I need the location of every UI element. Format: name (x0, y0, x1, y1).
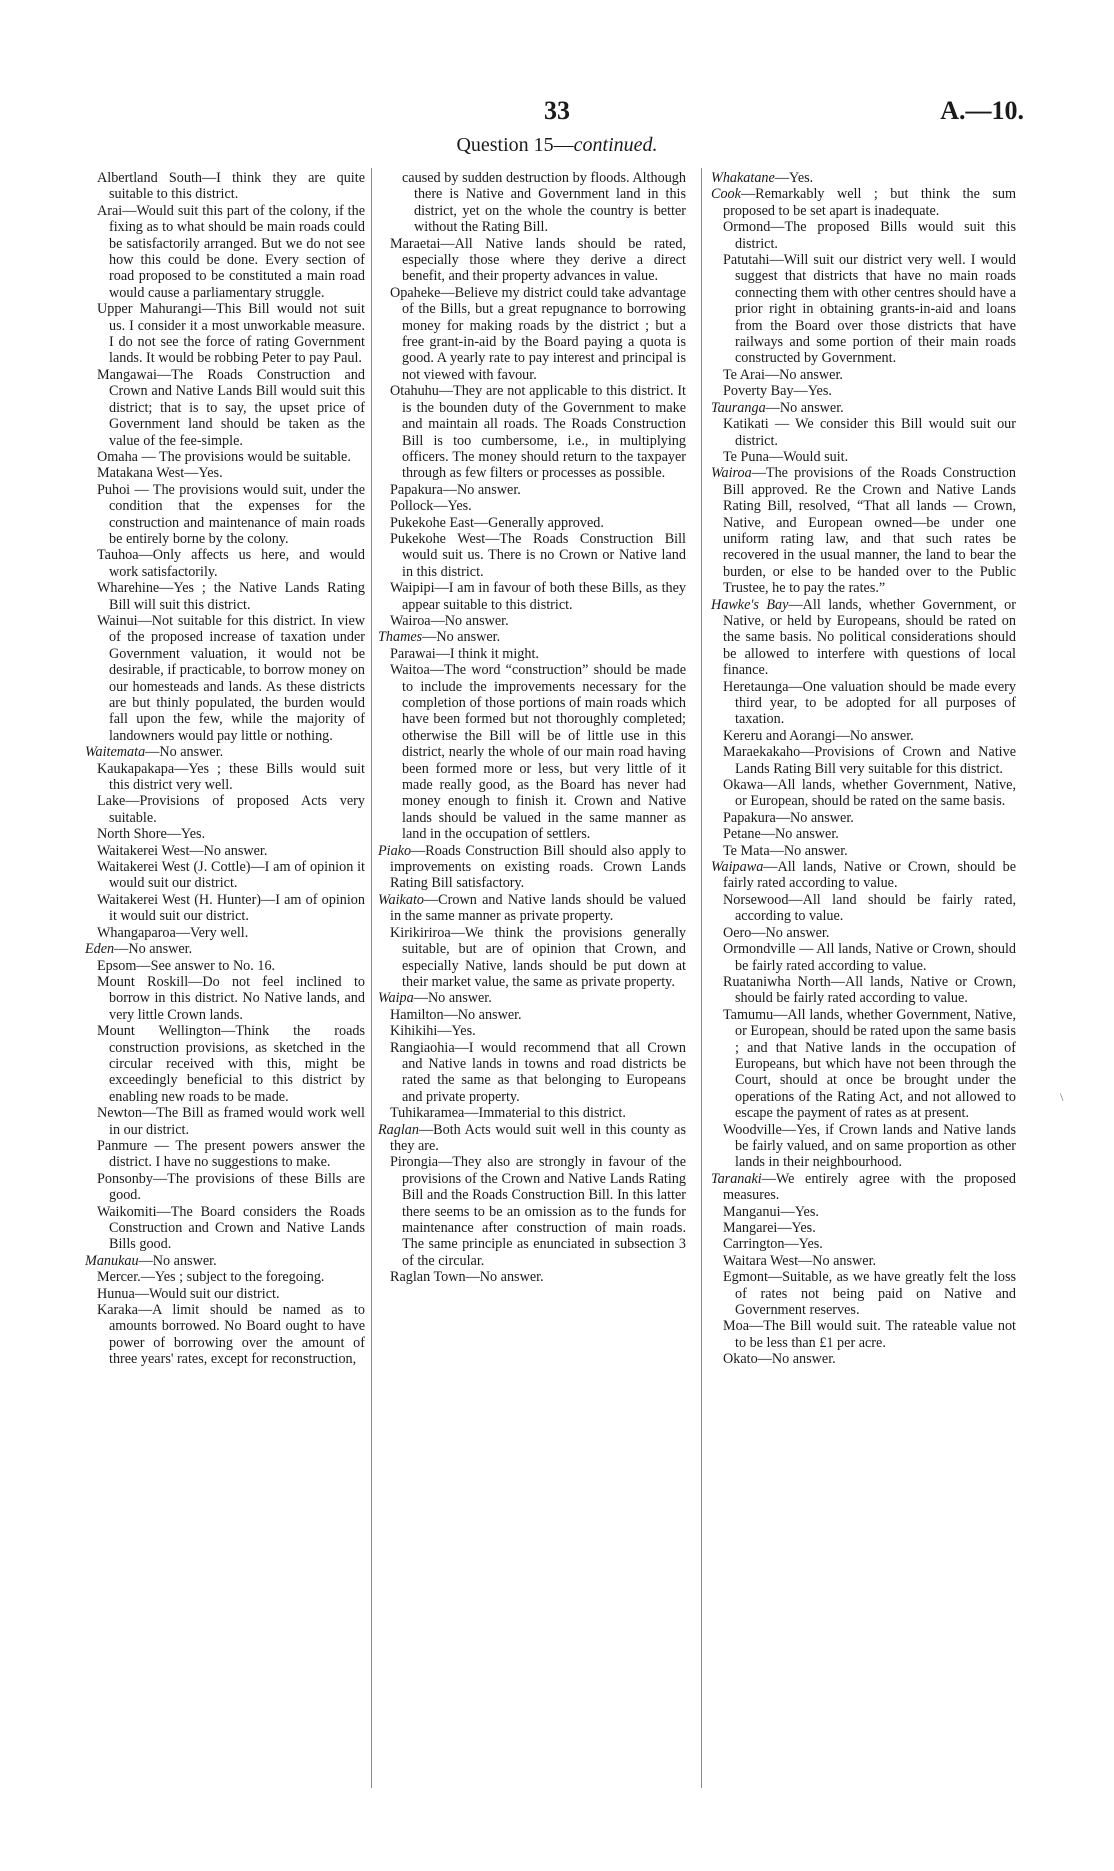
response-entry (85, 793, 365, 826)
column-divider (701, 168, 702, 1788)
response-entry (378, 531, 686, 580)
response-text: Norsewood—All land should be fairly rated, according to value. (723, 891, 1016, 925)
response-text: Otahuhu—They are not applicable to this district. It is the bounden duty of the Government to make and maintain all roads. The Roads Construction Bill is too cumbersome, i.e., in multiplying officers. The money should return to the taxpayer through as few filters or processes as possible. (390, 383, 686, 482)
response-entry (378, 1023, 686, 1039)
response-entry (711, 974, 1016, 1007)
response-entry (378, 925, 686, 991)
response-entry (711, 400, 1016, 416)
district-name: Piako (378, 842, 412, 859)
response-text: Hunua—Would suit our district. (97, 1285, 280, 1302)
district-name: Tauranga (711, 399, 766, 416)
response-text: Pukekohe East—Generally approved. (390, 514, 604, 531)
response-text: Pukekohe West—The Roads Construction Bill would suit us. There is no Crown or Native land in this district. (390, 530, 686, 580)
response-entry (711, 597, 1016, 679)
response-text: Poverty Bay—Yes. (723, 383, 832, 400)
response-text: Mercer.—Yes ; subject to the foregoing. (97, 1269, 325, 1286)
response-text: Oero—No answer. (723, 924, 830, 941)
response-entry (711, 170, 1016, 186)
response-entry (85, 761, 365, 794)
district-name: Waikato (378, 891, 424, 908)
response-text: Parawai—I think it might. (390, 645, 539, 662)
response-entry (711, 941, 1016, 974)
response-text: Newton—The Bill as framed would work well in our district. (97, 1105, 365, 1138)
response-text: Pirongia—They also are strongly in favour of the provisions of the Crown and Native Lands Rating Bill and the Roads Construction Bill. In this latter there seems to be an omission as to the funds for maintenance after construction of main roads. The same principle as enunciated in subsection 3 of the circular. (390, 1154, 686, 1269)
response-text: Kereru and Aorangi—No answer. (723, 727, 914, 744)
response-entry (378, 1154, 686, 1269)
district-name: Cook (711, 186, 741, 203)
response-text: Ponsonby—The provisions of these Bills are good. (97, 1170, 365, 1204)
response-entry (711, 925, 1016, 941)
response-text: Papakura—No answer. (723, 809, 854, 826)
response-entry (85, 974, 365, 1023)
response-entry (711, 1122, 1016, 1171)
response-text: Whangaparoa—Very well. (97, 924, 249, 941)
response-entry (711, 892, 1016, 925)
response-text: Waitakerei West—No answer. (97, 842, 268, 859)
response-entry (711, 1204, 1016, 1220)
response-text: Tauhoa—Only affects us here, and would work satisfactorily. (97, 547, 365, 580)
response-text: Panmure — The present powers answer the district. I have no suggestions to make. (97, 1137, 365, 1171)
response-entry (711, 843, 1016, 859)
response-entry (85, 1105, 365, 1138)
response-text: Albertland South—I think they are quite suitable to this district. (97, 170, 365, 203)
response-text: Woodville—Yes, if Crown lands and Native lands be fairly valued, and on same proportion as other lands in their neighbourhood. (723, 1121, 1016, 1171)
response-text: Okato—No answer. (723, 1351, 836, 1368)
response-entry (711, 826, 1016, 842)
district-name: Thames (378, 629, 423, 646)
response-entry (85, 301, 365, 367)
margin-mark: \ (1060, 1090, 1064, 1104)
response-text: Moa—The Bill would suit. The rateable value not to be less than £1 per acre. (723, 1318, 1016, 1351)
response-entry (85, 1269, 365, 1285)
response-text: —No answer. (138, 1252, 217, 1269)
response-entry (378, 383, 686, 481)
response-entry (85, 958, 365, 974)
response-entry (378, 843, 686, 892)
response-text: Kihikihi—Yes. (390, 1023, 476, 1040)
response-entry (378, 990, 686, 1006)
response-text: —Crown and Native lands should be valued in the same manner as private property. (390, 891, 686, 925)
response-entry (378, 1105, 686, 1121)
response-entry (85, 1023, 365, 1105)
response-entry (85, 367, 365, 449)
response-entry (711, 465, 1016, 596)
response-text: —Remarkably well ; but think the sum proposed to be set apart is inadequate. (723, 186, 1016, 219)
response-entry (378, 580, 686, 613)
response-entry (711, 186, 1016, 219)
response-text: Epsom—See answer to No. 16. (97, 957, 276, 974)
question-continued: continued. (573, 134, 658, 156)
response-text: Carrington—Yes. (723, 1236, 823, 1253)
response-text: Wainui—Not suitable for this district. In view of the proposed increase of taxation under Government valuation, it would not be desirable, if practicable, to borrow money on our homesteads and lands. As these districts are but thinly populated, the burden would fall upon the few, while the majority of landowners would pay little or nothing. (97, 612, 365, 744)
response-entry (85, 203, 365, 301)
column-divider (371, 168, 372, 1788)
response-text: Okawa—All lands, whether Government, Native, or European, should be rated on the same basis. (723, 777, 1016, 810)
response-entry (378, 1040, 686, 1106)
response-entry (85, 1286, 365, 1302)
response-entry (378, 170, 686, 236)
response-text: Maraekakaho—Provisions of Crown and Native Lands Rating Bill very suitable for this district. (723, 744, 1016, 777)
response-entry (378, 498, 686, 514)
text-column-1 (85, 170, 365, 1368)
district-name: Hawke's Bay (711, 596, 789, 613)
response-entry (711, 1171, 1016, 1204)
response-text: Kaukapakapa—Yes ; these Bills would suit this district very well. (97, 760, 365, 794)
response-entry (378, 515, 686, 531)
response-entry (378, 236, 686, 285)
response-entry (378, 482, 686, 498)
response-entry (85, 925, 365, 941)
response-text: Egmont—Suitable, as we have greatly felt the loss of rates not being paid on Native and Government reserves. (723, 1269, 1016, 1319)
response-text: Te Arai—No answer. (723, 366, 843, 383)
response-entry (378, 646, 686, 662)
response-entry (85, 547, 365, 580)
district-name: Waitemata (85, 744, 146, 761)
text-column-2 (378, 170, 686, 1286)
response-text: Mangarei—Yes. (723, 1220, 816, 1236)
document-reference: A.—10. (940, 96, 1024, 125)
response-entry (711, 728, 1016, 744)
response-text: —Yes. (774, 170, 814, 186)
district-name: Wairoa (711, 465, 752, 482)
response-text: —The provisions of the Roads Construction Bill approved. Re the Crown and Native Lands Rating Bill, resolved, “That all lands — Crown, Native, and European owned—be under one uniform rating law, and that such rates be recovered in the usual manner, the land to bear the burden, or else to be handed over to the Public Trustee, he to pay the rates.” (723, 465, 1016, 597)
response-entry (85, 1138, 365, 1171)
response-entry (85, 826, 365, 842)
response-text: Katikati — We consider this Bill would suit our district. (723, 416, 1016, 449)
response-text: Papakura—No answer. (390, 481, 521, 498)
response-entry (378, 285, 686, 383)
response-text: Ruataniwha North—All lands, Native or Crown, should be fairly rated according to value. (723, 973, 1016, 1007)
response-text: Tamumu—All lands, whether Government, Native, or European, should be rated upon the same basis ; and that Native lands in the occupation of Europeans, but which have not been through the Court, should at once be brought under the operations of the Rating Act, and not allowed to escape the payment of rates as at present. (723, 1006, 1016, 1122)
response-entry (85, 1253, 365, 1269)
district-name: Waipawa (711, 859, 764, 876)
text-column-3 (711, 170, 1016, 1368)
response-text: Tuhikaramea—Immaterial to this district. (390, 1105, 626, 1122)
response-entry (711, 1253, 1016, 1269)
response-entry (85, 449, 365, 465)
response-text: Raglan Town—No answer. (390, 1269, 544, 1286)
page-number: 33 (544, 96, 570, 125)
question-label: Question 15— (456, 134, 574, 156)
response-entry (85, 170, 365, 203)
response-entry (85, 580, 365, 613)
response-text: —No answer. (422, 629, 501, 646)
response-entry (378, 1122, 686, 1155)
response-entry (85, 482, 365, 548)
response-text: Waitakerei West (J. Cottle)—I am of opinion it would suit our district. (97, 859, 365, 892)
response-text: —No answer. (413, 990, 492, 1007)
response-entry (85, 744, 365, 760)
district-name: Manukau (85, 1252, 139, 1269)
response-text: Pollock—Yes. (390, 498, 472, 515)
response-entry (711, 859, 1016, 892)
response-text: Manganui—Yes. (723, 1203, 819, 1220)
response-entry (85, 465, 365, 481)
response-text: Upper Mahurangi—This Bill would not suit us. I consider it a most unworkable measure. I do not see the force of rating Government lands. It would be robbing Peter to pay Paul. (97, 301, 365, 367)
response-entry (378, 629, 686, 645)
response-text: Waipipi—I am in favour of both these Bills, as they appear suitable to this district. (390, 580, 686, 613)
response-text: Karaka—A limit should be named as to amounts borrowed. No Board ought to have power of borrowing over the amount of three years' rates, except for reconstruction, (97, 1302, 365, 1368)
response-text: Waitara West—No answer. (723, 1252, 877, 1269)
response-text: —No answer. (114, 941, 193, 958)
response-entry (711, 1351, 1016, 1367)
response-text: Wharehine—Yes ; the Native Lands Rating Bill will suit this district. (97, 580, 365, 613)
response-text: —No answer. (765, 399, 844, 416)
response-entry (85, 1204, 365, 1253)
district-name: Raglan (378, 1121, 419, 1138)
response-text: Puhoi — The provisions would suit, under the condition that the expenses for the construction and maintenance of main roads be entirely borne by the colony. (97, 481, 365, 547)
question-heading (0, 134, 1114, 157)
response-text: —All lands, Native or Crown, should be fairly rated according to value. (723, 859, 1016, 892)
response-text: —No answer. (145, 744, 224, 761)
response-entry (711, 383, 1016, 399)
response-text: Hamilton—No answer. (390, 1006, 522, 1023)
response-entry (711, 777, 1016, 810)
response-entry (711, 1318, 1016, 1351)
response-entry (378, 613, 686, 629)
response-text: Petane—No answer. (723, 826, 839, 843)
response-entry (711, 1007, 1016, 1122)
response-entry (378, 1269, 686, 1285)
response-text: Arai—Would suit this part of the colony, if the fixing as to what should be main roads could be satisfactorily arranged. But we do not see how this could be done. Every section of road proposed to be constituted a main road would cause a parliamentary struggle. (97, 202, 365, 301)
response-entry (85, 941, 365, 957)
response-text: Te Puna—Would suit. (723, 448, 849, 465)
response-entry (711, 219, 1016, 252)
response-text: Matakana West—Yes. (97, 465, 223, 482)
district-name: Eden (85, 941, 115, 958)
response-entry (711, 744, 1016, 777)
response-entry (711, 367, 1016, 383)
response-entry (85, 843, 365, 859)
district-name: Waipa (378, 990, 414, 1007)
response-text: Maraetai—All Native lands should be rated, especially those where they derive a direct benefit, and their property advances in value. (390, 235, 686, 285)
response-entry (85, 1302, 365, 1368)
response-entry (711, 1236, 1016, 1252)
response-entry (711, 449, 1016, 465)
response-text: Waitoa—The word “construction” should be made to include the improvements necessary for the completion of those portions of main roads which have been formed but not thoroughly completed; otherwise the Bill will be of little use in this district, nearly the whole of our main road having been formed more or less, but very little of it made really good, as the Board has never had money enough to finish it. Crown and Native lands should be valued in the same manner as land in the occupation of settlers. (390, 662, 686, 843)
response-entry (711, 252, 1016, 367)
response-text: —Both Acts would suit well in this county as they are. (390, 1121, 686, 1154)
response-text: —We entirely agree with the proposed measures. (723, 1170, 1016, 1204)
response-text: Ormondville — All lands, Native or Crown, should be fairly rated according to value. (723, 941, 1016, 974)
response-text: Lake—Provisions of proposed Acts very suitable. (97, 793, 365, 826)
response-text: Te Mata—No answer. (723, 842, 848, 859)
response-entry (711, 416, 1016, 449)
response-text: caused by sudden destruction by floods. Although there is Native and Government land in this district, yet on the whole the country is better without the Rating Bill. (402, 170, 686, 236)
response-text: —Roads Construction Bill should also apply to improvements on existing roads. Crown Lands Rating Bill satisfactory. (390, 842, 686, 892)
district-name: Whakatane (711, 170, 775, 186)
response-entry (85, 613, 365, 744)
response-entry (85, 859, 365, 892)
response-text: —All lands, whether Government, or Native, or held by Europeans, should be rated on the same basis. No political considerations should be allowed to interfere with questions of local finance. (723, 596, 1016, 679)
response-text: North Shore—Yes. (97, 826, 206, 843)
response-text: Heretaunga—One valuation should be made every third year, to be adopted for all purposes of taxation. (723, 678, 1016, 728)
response-text: Ormond—The proposed Bills would suit this district. (723, 219, 1016, 252)
response-text: Rangiaohia—I would recommend that all Crown and Native lands in towns and road districts be rated the same as that belonging to Europeans and private property. (390, 1039, 686, 1105)
response-text: Kirikiriroa—We think the provisions generally suitable, but are of opinion that Crown, and especially Native, lands should be put down at their market value, the same as private property. (390, 924, 686, 990)
response-entry (378, 662, 686, 842)
response-text: Waikomiti—The Board considers the Roads Construction and Crown and Native Lands Bills good. (97, 1203, 365, 1253)
response-entry (85, 892, 365, 925)
response-entry (711, 1269, 1016, 1318)
district-name: Taranaki (711, 1170, 762, 1187)
response-text: Patutahi—Will suit our district very well. I would suggest that districts that have no main roads connecting them with other centres should have a prior right in obtaining grants-in-aid and loans from the Board over those districts that have railways and some portion of their main roads constructed by Government. (723, 252, 1016, 367)
response-entry (711, 1220, 1016, 1236)
response-text: Waitakerei West (H. Hunter)—I am of opinion it would suit our district. (97, 891, 365, 925)
response-text: Mount Roskill—Do not feel inclined to borrow in this district. No Native lands, and very little Crown lands. (97, 973, 365, 1023)
response-entry (85, 1171, 365, 1204)
response-text: Omaha — The provisions would be suitable. (97, 448, 351, 465)
response-entry (711, 679, 1016, 728)
response-text: Opaheke—Believe my district could take advantage of the Bills, but a great repugnance to borrowing money for making roads by the district ; but a free grant-in-aid by the Board paying a quota is good. A yearly rate to pay interest and principal is not viewed with favour. (390, 284, 686, 383)
response-entry (711, 810, 1016, 826)
response-text: Mangawai—The Roads Construction and Crown and Native Lands Bill would suit this district; that is to say, the upset price of Government land should be taken as the value of the fee-simple. (97, 366, 365, 449)
response-text: Wairoa—No answer. (390, 612, 509, 629)
response-entry (378, 892, 686, 925)
response-text: Mount Wellington—Think the roads construction provisions, as sketched in the circular received with this, might be exceedingly beneficial to this district by enabling new roads to be made. (97, 1023, 365, 1105)
response-entry (378, 1007, 686, 1023)
